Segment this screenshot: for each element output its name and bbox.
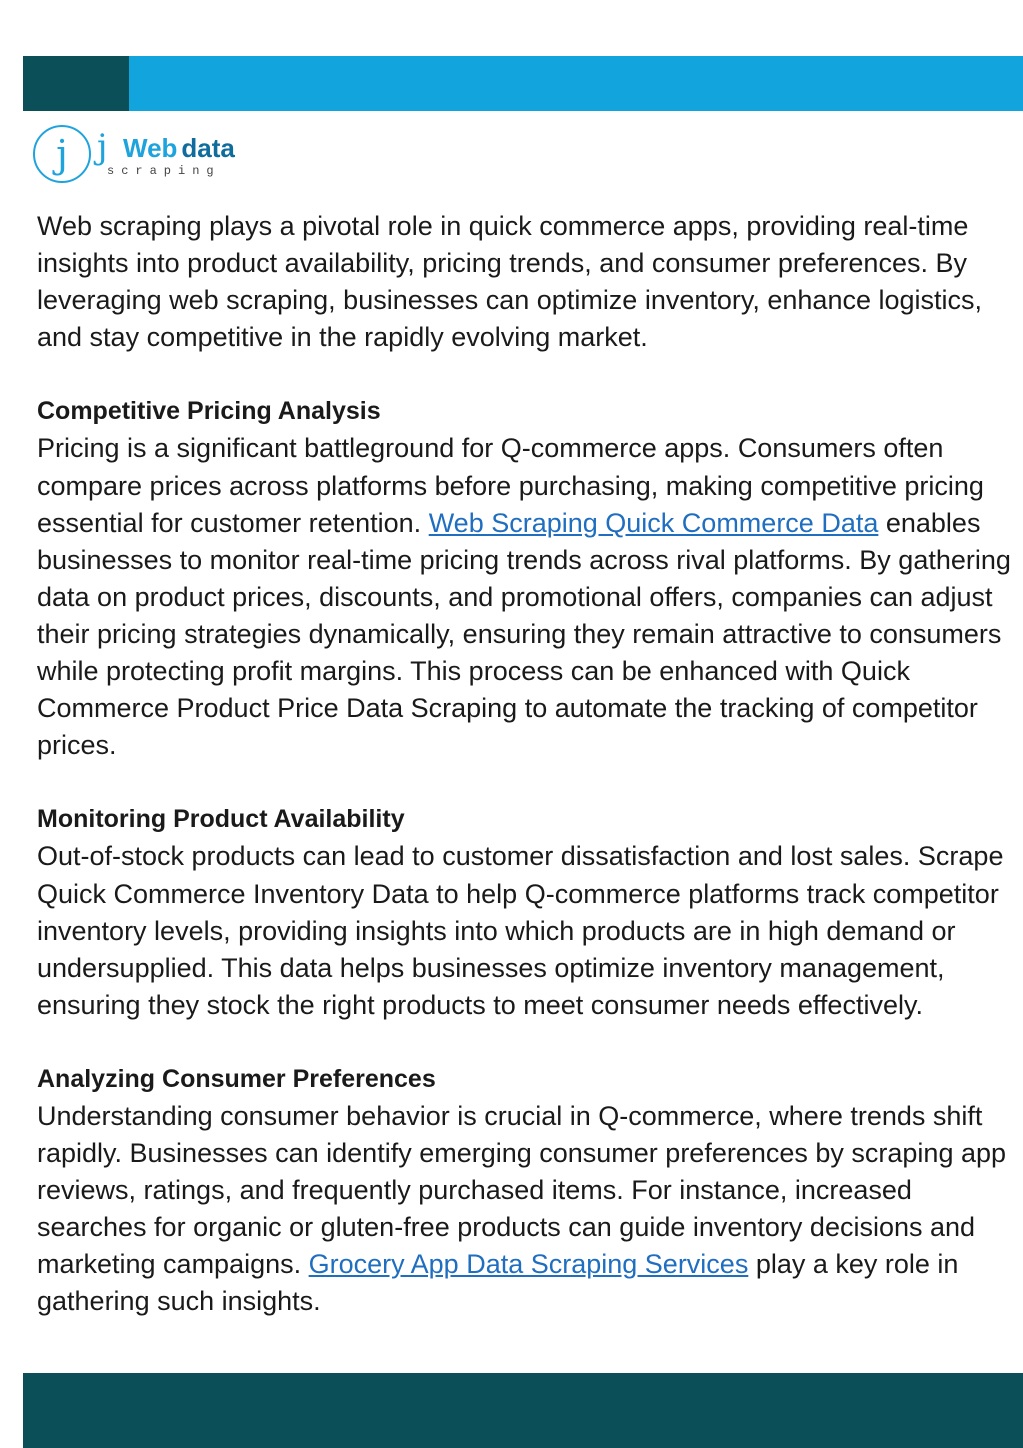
section-paragraph-pricing: Pricing is a significant battleground for Q-commerce apps. Consumers often compare prices across platforms before purchasing, making competitive pricing essential for customer retention. Web Scraping Quick Commerce Data enables businesses to monitor real-time pricing trends across rival platforms. By gathering data on product prices, discounts, and promotional offers, companies can adjust their pricing strategies dynamically, ensuring they remain attractive to consumers while protecting profit margins. This process can be enhanced with Quick Commerce Product Price Data Scraping to automate the tracking of competitor prices.: [37, 433, 1011, 761]
logo-circle-icon: [33, 125, 91, 183]
section-heading-pricing: Competitive Pricing Analysis: [37, 397, 381, 426]
logo-tagline: scraping: [107, 164, 221, 178]
footer-band: [23, 1373, 1023, 1448]
logo-word-web: Web: [123, 133, 178, 163]
logo-j-letter: j: [97, 127, 108, 167]
header-band: [23, 56, 1023, 111]
logo-wordmark: [123, 134, 235, 162]
header-band-dark-block: [23, 56, 129, 111]
intro-paragraph: Web scraping plays a pivotal role in quick commerce apps, providing real-time insights into product availability, pricing trends, and consumer preferences. By leveraging web scraping, businesses can optimize inventory, enhance logistics, and stay competitive in the rapidly evolving market.: [37, 211, 983, 353]
section-heading-preferences: Analyzing Consumer Preferences: [37, 1064, 436, 1093]
section-paragraph-availability: Out-of-stock products can lead to customer dissatisfaction and lost sales. Scrape Quick Commerce Inventory Data to help Q-commerce platforms track competitor inventory levels, providing insights into which products are in high demand or undersupplied. This data helps businesses optimize inventory management, ensuring they stock the right products to meet consumer needs effectively.: [37, 841, 1004, 1020]
section-paragraph-preferences: Understanding consumer behavior is crucial in Q-commerce, where trends shift rapidly. Businesses can identify emerging consumer preferences by scraping app reviews, ratings, and frequently purchased items. For instance, increased searches for organic or gluten-free products can guide inventory decisions and marketing campaigns. Grocery App Data Scraping Services play a key role in gathering such insights.: [37, 1100, 1007, 1317]
logo-j-glyph: j: [56, 132, 68, 176]
header-band-light-block: [129, 56, 1023, 111]
logo-word-data: data: [181, 133, 235, 163]
article-body: [37, 208, 1012, 1321]
grocery-app-scraping-link[interactable]: Grocery App Data Scraping Services: [308, 1249, 749, 1280]
brand-logo: [33, 122, 253, 192]
section-heading-availability: Monitoring Product Availability: [37, 805, 405, 834]
quick-commerce-data-link[interactable]: Web Scraping Quick Commerce Data: [428, 507, 879, 538]
